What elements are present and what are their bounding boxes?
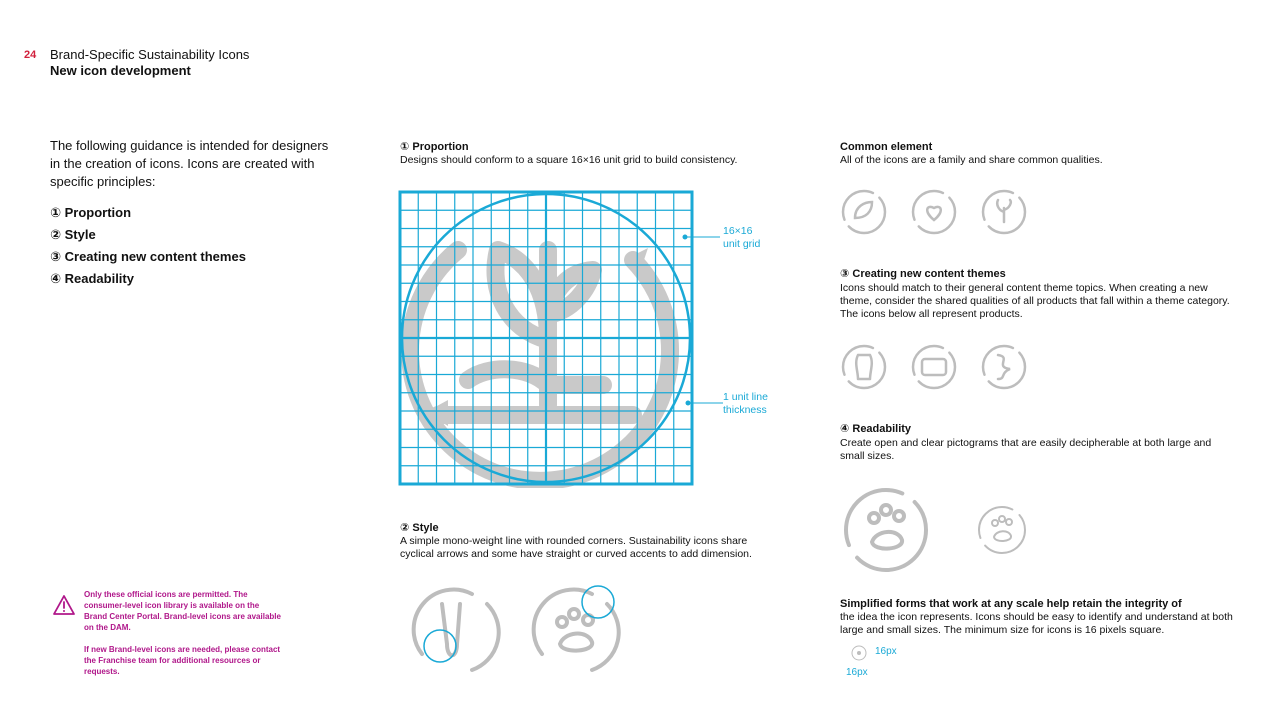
paw-icon-small	[994, 531, 1011, 541]
themes-title: ③ Creating new content themes	[840, 268, 1006, 280]
style-example-icons	[402, 584, 622, 678]
themes-text: Icons should match to their general content theme topics. When creating a new theme, consider the shared qualities of all products that fall within a theme category. The icons below all represent products.	[840, 282, 1230, 320]
principle-item: ② Style	[50, 227, 96, 242]
plant-sample-icon	[410, 250, 670, 481]
common-icons-row	[840, 188, 1030, 236]
page-title: Brand-Specific Sustainability Icons	[50, 47, 250, 62]
unit-grid-diagram	[398, 190, 694, 488]
page-subtitle: New icon development	[50, 63, 191, 78]
style-text: A simple mono-weight line with rounded corners. Sustainability icons share cyclical arrows and some have straight or curved accents to add dimension.	[400, 535, 752, 560]
size-label-horizontal: 16px	[875, 646, 897, 657]
intro-text: The following guidance is intended for designers in the creation of icons. Icons are created with specific principles:	[50, 138, 329, 189]
warning-icon	[52, 594, 76, 616]
highlight-circle	[582, 586, 614, 618]
theme-icons-row	[840, 343, 1030, 391]
wipes-icon	[922, 359, 946, 375]
warning-text-2: If new Brand-level icons are needed, please contact the Franchise team for additional resources or requests.	[84, 645, 281, 676]
callout-line-line2: thickness	[723, 404, 767, 416]
readability-text: Create open and clear pictograms that are easily decipherable at both large and small sizes.	[840, 437, 1212, 462]
paw-icon-large	[872, 532, 902, 549]
leaf-icon	[855, 202, 872, 218]
cycle-arrow-icon	[592, 604, 619, 670]
liner-icon	[998, 355, 1010, 379]
style-title: ② Style	[400, 522, 439, 534]
heart-icon	[927, 207, 941, 220]
principles-list	[50, 204, 246, 292]
proportion-title: ① Proportion	[400, 141, 469, 153]
callout-grid-line1: 16×16	[723, 225, 753, 237]
callout-grid-line2: unit grid	[723, 238, 761, 250]
callout-line	[723, 391, 768, 417]
highlight-circle	[424, 630, 456, 662]
principle-item: ④ Readability	[50, 271, 134, 286]
page-number: 24	[24, 49, 37, 61]
readability-icons	[842, 486, 1032, 576]
sprout-icon	[997, 200, 1011, 222]
principle-item: ① Proportion	[50, 205, 132, 220]
paw-icon	[560, 634, 592, 651]
callout-leader-line	[683, 398, 727, 408]
callout-line-line1: 1 unit line	[723, 391, 768, 403]
simplified-text: the idea the icon represents. Icons should be easy to identify and understand at both large and small sizes. The minimum size for icons is 16 pixels square.	[840, 611, 1233, 636]
size-label-vertical: 16px	[846, 667, 868, 678]
cycle-arrow-icon	[472, 604, 499, 670]
common-title: Common element	[840, 141, 933, 153]
common-text: All of the icons are a family and share common qualities.	[840, 154, 1103, 166]
proportion-text: Designs should conform to a square 16×16 unit grid to build consistency.	[400, 154, 738, 166]
bottle-icon	[442, 604, 460, 655]
min-size-icon	[850, 644, 868, 662]
callout-leader-grid	[680, 232, 724, 242]
simplified-title: Simplified forms that work at any scale help retain the integrity of	[840, 598, 1182, 610]
principle-item: ③ Creating new content themes	[50, 249, 246, 264]
callout-grid	[723, 225, 760, 251]
pad-icon	[856, 355, 872, 379]
readability-title: ④ Readability	[840, 423, 912, 435]
warning-text-1: Only these official icons are permitted. The consumer-level icon library is available on the Brand Center Portal. Brand-level icons are available on the DAM.	[84, 590, 281, 632]
